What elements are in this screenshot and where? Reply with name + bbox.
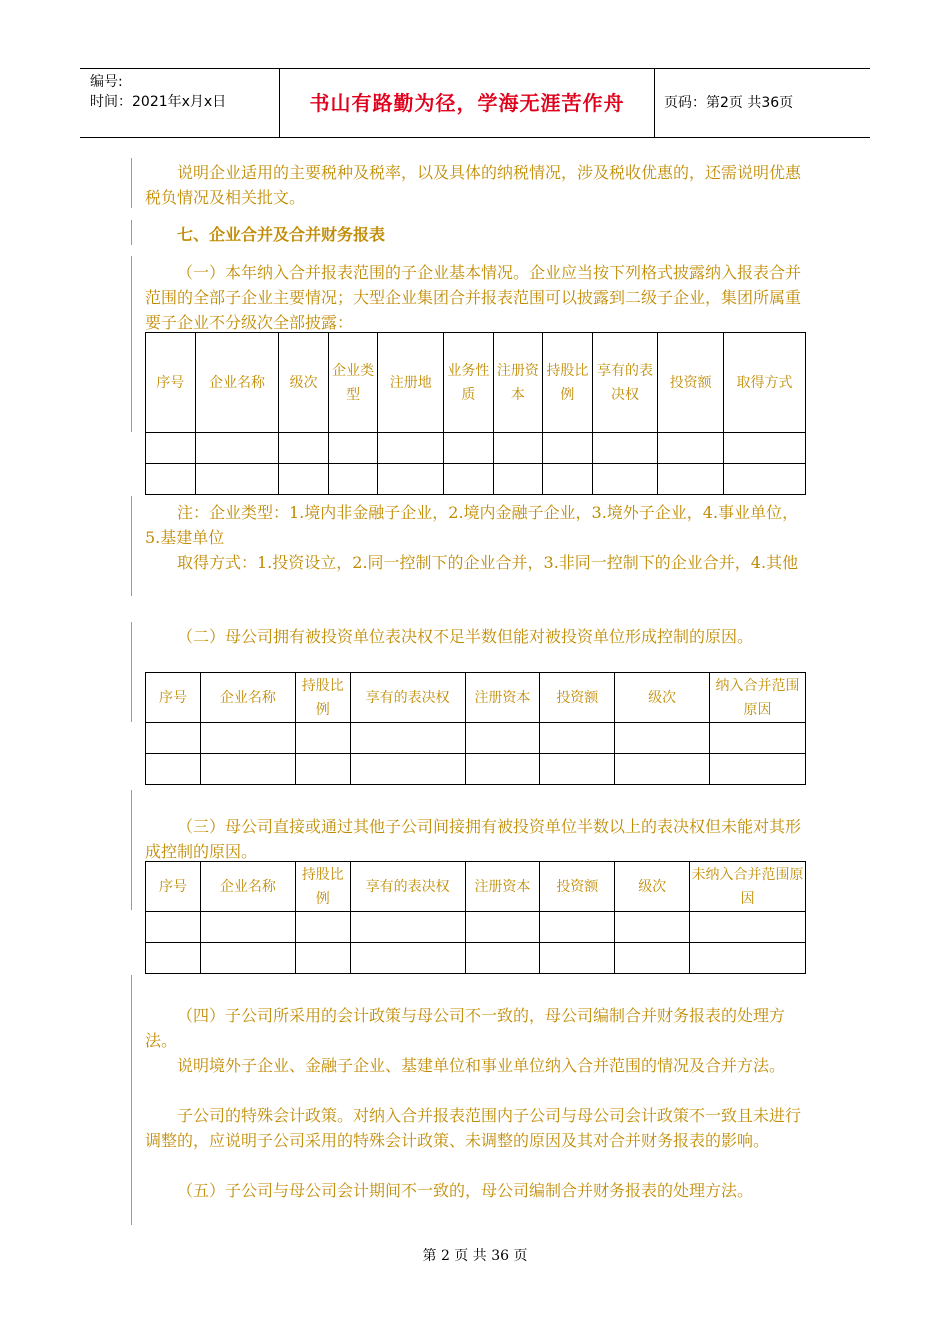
page-header [80,68,870,138]
col-header: 纳入合并范围原因 [710,673,806,723]
col-header: 业务性质 [444,333,494,433]
col-header: 序号 [146,333,196,433]
col-header: 注册资本 [493,333,543,433]
col-header: 企业名称 [195,333,279,433]
para-overseas: 说明境外子企业、金融子企业、基建单位和事业单位纳入合并范围的情况及合并方法。 [177,1056,786,1075]
col-header: 注册资本 [465,673,540,723]
margin-bar [131,496,132,596]
para-tax: 说明企业适用的主要税种及税率，以及具体的纳税情况，涉及税收优惠的，还需说明优惠税负情况及相关批文。 [145,163,802,207]
col-header: 持股比例 [295,862,350,912]
col-header: 未纳入合并范围原因 [690,862,806,912]
col-header: 级次 [615,862,690,912]
col-header: 序号 [146,673,201,723]
page-footer: 第 2 页 共 36 页 [422,1248,528,1264]
para-sub1: （一）本年纳入合并报表范围的子企业基本情况。企业应当按下列格式披露纳入报表合并范围的全部子企业主要情况；大型企业集团合并报表范围可以披露到二级子企业，集团所属重要子企业不分级次全部披露： [145,263,802,332]
col-header: 注册资本 [465,862,540,912]
header-motto: 书山有路勤为径，学海无涯苦作舟 [280,69,655,137]
col-header: 享有的表决权 [592,333,658,433]
table-row [146,464,806,495]
margin-bar [131,622,132,722]
col-header: 持股比例 [295,673,350,723]
col-header: 投资额 [658,333,724,433]
margin-bar [131,975,132,1225]
header-meta [80,69,280,137]
margin-bar [131,256,132,432]
col-header: 投资额 [540,862,615,912]
margin-bar [131,220,132,245]
col-header: 企业类型 [328,333,378,433]
margin-bar [131,790,132,910]
header-page-label: 页码：第2页 共36页 [664,95,794,111]
col-header: 级次 [279,333,329,433]
control-reason-table [145,672,806,785]
table-row [146,754,806,785]
subsidiary-table [145,332,806,495]
col-header: 享有的表决权 [350,862,465,912]
time-label: 时间：2021年x月x日 [90,94,227,110]
number-label: 编号: [90,74,123,90]
note-acquisition-method: 取得方式：1.投资设立，2.同一控制下的企业合并，3.非同一控制下的企业合并，4.其他 [177,553,799,572]
col-header: 享有的表决权 [350,673,465,723]
para-sub3: （三）母公司直接或通过其他子公司间接拥有被投资单位半数以上的表决权但未能对其形成控制的原因。 [145,817,802,861]
col-header: 取得方式 [724,333,806,433]
col-header: 持股比例 [543,333,593,433]
col-header: 注册地 [378,333,444,433]
table-row [146,723,806,754]
table-row [146,433,806,464]
section7-title: 七、企业合并及合并财务报表 [177,225,386,244]
para-special-policy: 子公司的特殊会计政策。对纳入合并报表范围内子公司与母公司会计政策不一致且未进行调整的，应说明子公司采用的特殊会计政策、未调整的原因及其对合并财务报表的影响。 [145,1106,802,1150]
margin-bar [131,158,132,208]
para-sub2: （二）母公司拥有被投资单位表决权不足半数但能对被投资单位形成控制的原因。 [177,627,754,646]
col-header: 级次 [615,673,710,723]
table-row [146,943,806,974]
col-header: 投资额 [540,673,615,723]
non-control-reason-table [145,861,806,974]
para-sub4: （四）子公司所采用的会计政策与母公司不一致的，母公司编制合并财务报表的处理方法。 [145,1006,786,1050]
col-header: 企业名称 [200,673,295,723]
para-sub5: （五）子公司与母公司会计期间不一致的，母公司编制合并财务报表的处理方法。 [177,1181,754,1200]
col-header: 企业名称 [200,862,295,912]
table-row [146,912,806,943]
note-enterprise-type: 注：企业类型：1.境内非金融子企业，2.境内金融子企业，3.境外子企业，4.事业单位，5.基建单位 [145,503,799,547]
col-header: 序号 [146,862,201,912]
